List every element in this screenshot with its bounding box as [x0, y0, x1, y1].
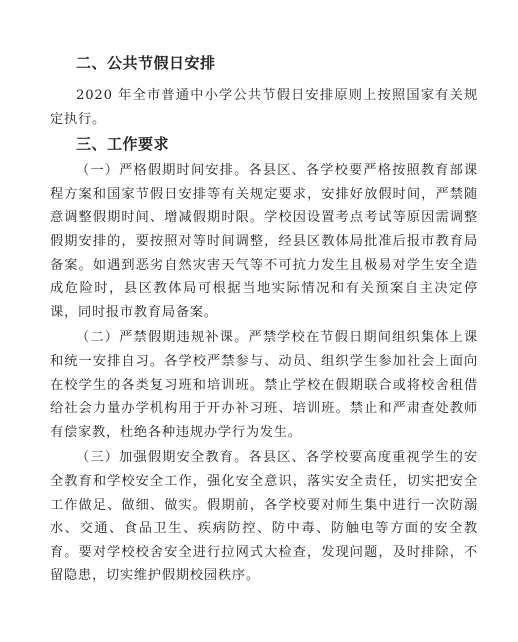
requirement-paragraph-2: （二）严禁假期违规补课。严禁学校在节假日期间组织集体上课和统一安排自习。各学校严禁参与、动员、组织学生参加社会上面向在校学生的各类复习班和培训班。禁止学校在假期联合或将校舍租借给社会力量办学机构用于开办补习班、培训班。禁止和严肃查处教师有偿家教，杜绝各种违规办学行为发生。	[50, 330, 478, 440]
requirement-paragraph-3: （三）加强假期安全教育。各县区、各学校要高度重视学生的安全教育和学校安全工作，强化安全意识，落实安全责任，切实把安全工作做足、做细、做实。假期前，各学校要对师生集中进行一次防溺水、交通、食品卫生、疾病防控、防中毒、防触电等方面的安全教育。要对学校校舍安全进行拉网式大检查，发现问题，及时排除，不留隐患，切实维护假期校园秩序。	[50, 450, 478, 584]
section-heading-holiday-arrangement: 二、公共节假日安排	[76, 54, 216, 72]
holiday-arrangement-paragraph: 2020 年全市普通中小学公共节假日安排原则上按照国家有关规定执行。	[50, 88, 478, 127]
section-heading-work-requirements: 三、工作要求	[76, 135, 170, 154]
requirement-paragraph-1: （一）严格假期时间安排。各县区、各学校要严格按照教育部课程方案和国家节假日安排等有关规定要求，安排好放假时间，严禁随意调整假期时间、增减假期时限。学校因设置考点考试等原因需调整假期安排的，要按照对等时间调整，经县区教体局批准后报市教育局备案。如遇到恶劣自然灾害天气等不可抗力发生且极易对学生安全造成危险时，县区教体局可根据当地实际情况和有关预案自主决定停课，同时报市教育局备案。	[50, 163, 478, 320]
